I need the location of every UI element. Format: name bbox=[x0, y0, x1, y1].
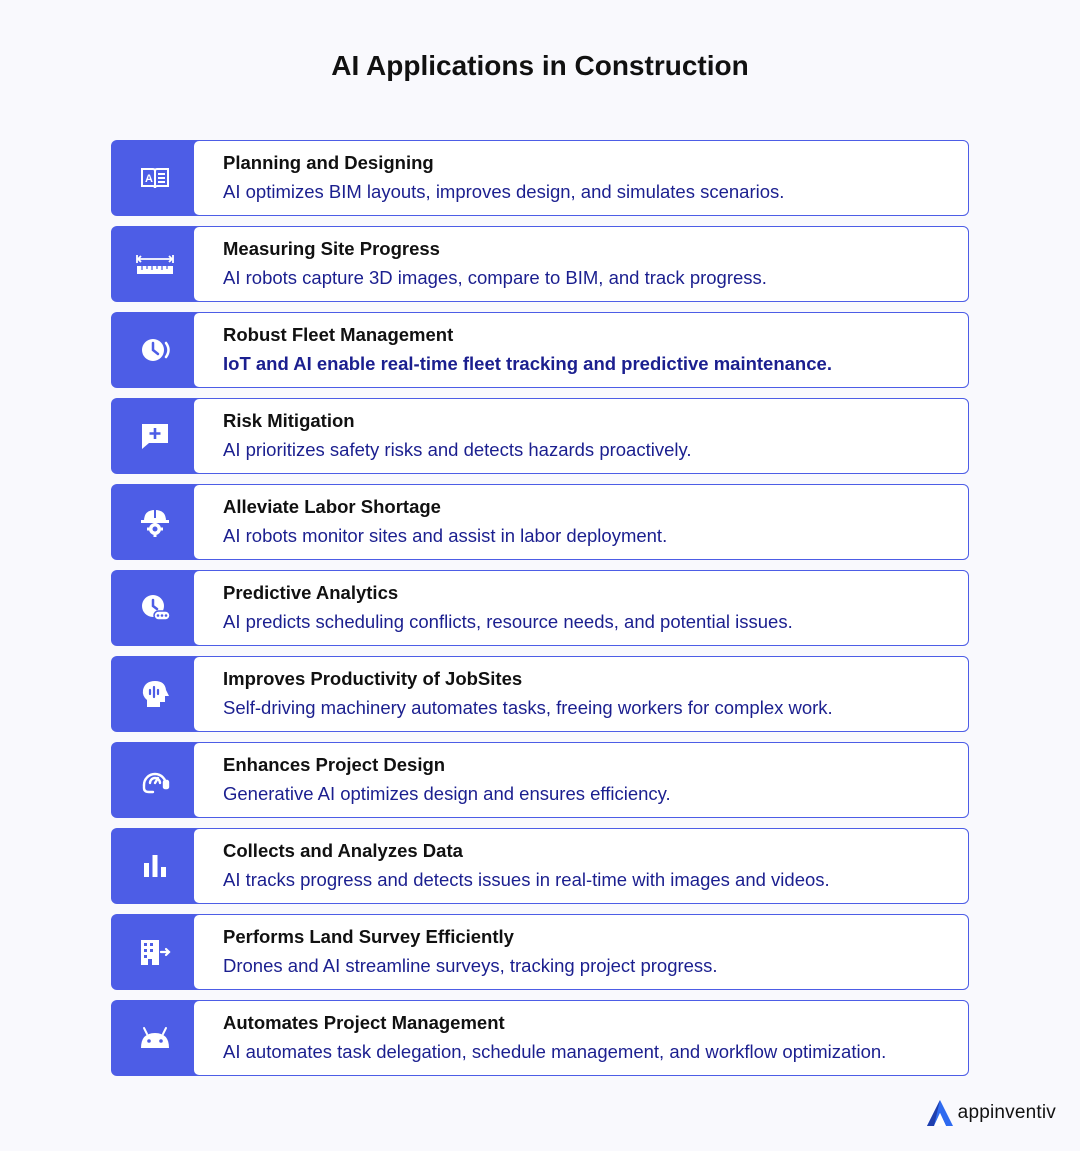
item-title: Robust Fleet Management bbox=[223, 324, 454, 345]
item-title: Improves Productivity of JobSites bbox=[223, 668, 523, 689]
item-card bbox=[193, 484, 969, 560]
list-item bbox=[111, 742, 969, 818]
applications-list bbox=[111, 140, 969, 1086]
item-description: AI automates task delegation, schedule management, and workflow optimization. bbox=[223, 1041, 887, 1062]
item-title: Predictive Analytics bbox=[223, 582, 399, 603]
appinventiv-logo-icon bbox=[926, 1098, 954, 1128]
list-item bbox=[111, 140, 969, 216]
list-item bbox=[111, 570, 969, 646]
item-card bbox=[193, 656, 969, 732]
list-item bbox=[111, 828, 969, 904]
item-card bbox=[193, 226, 969, 302]
item-description: Drones and AI streamline surveys, tracking project progress. bbox=[223, 955, 718, 976]
item-description: AI tracks progress and detects issues in real-time with images and videos. bbox=[223, 869, 830, 890]
brand-name: appinventiv bbox=[957, 1102, 1056, 1123]
item-description: IoT and AI enable real-time fleet tracking and predictive maintenance. bbox=[223, 353, 832, 374]
svg-text:A: A bbox=[145, 173, 153, 185]
item-description: AI prioritizes safety risks and detects hazards proactively. bbox=[223, 439, 692, 460]
item-title: Performs Land Survey Efficiently bbox=[223, 926, 514, 947]
list-item bbox=[111, 656, 969, 732]
item-description: Generative AI optimizes design and ensures efficiency. bbox=[223, 783, 671, 804]
item-card bbox=[193, 914, 969, 990]
item-title: Measuring Site Progress bbox=[223, 238, 440, 259]
list-item bbox=[111, 398, 969, 474]
item-card bbox=[193, 828, 969, 904]
item-card bbox=[193, 398, 969, 474]
list-item bbox=[111, 312, 969, 388]
list-item bbox=[111, 226, 969, 302]
item-card bbox=[193, 312, 969, 388]
item-card bbox=[193, 140, 969, 216]
item-description: AI predicts scheduling conflicts, resource needs, and potential issues. bbox=[223, 611, 793, 632]
list-item bbox=[111, 484, 969, 560]
list-item bbox=[111, 914, 969, 990]
item-title: Planning and Designing bbox=[223, 152, 434, 173]
item-title: Alleviate Labor Shortage bbox=[223, 496, 441, 517]
item-description: AI robots monitor sites and assist in labor deployment. bbox=[223, 525, 668, 546]
item-description: Self-driving machinery automates tasks, freeing workers for complex work. bbox=[223, 697, 833, 718]
brand-logo bbox=[926, 1098, 1056, 1128]
item-description: AI robots capture 3D images, compare to BIM, and track progress. bbox=[223, 267, 767, 288]
item-title: Enhances Project Design bbox=[223, 754, 446, 775]
page-title: AI Applications in Construction bbox=[331, 50, 749, 81]
item-card bbox=[193, 1000, 969, 1076]
item-card bbox=[193, 570, 969, 646]
item-description: AI optimizes BIM layouts, improves design, and simulates scenarios. bbox=[223, 181, 785, 202]
item-title: Automates Project Management bbox=[223, 1012, 505, 1033]
item-card bbox=[193, 742, 969, 818]
item-title: Risk Mitigation bbox=[223, 410, 355, 431]
list-item bbox=[111, 1000, 969, 1076]
item-title: Collects and Analyzes Data bbox=[223, 840, 463, 861]
